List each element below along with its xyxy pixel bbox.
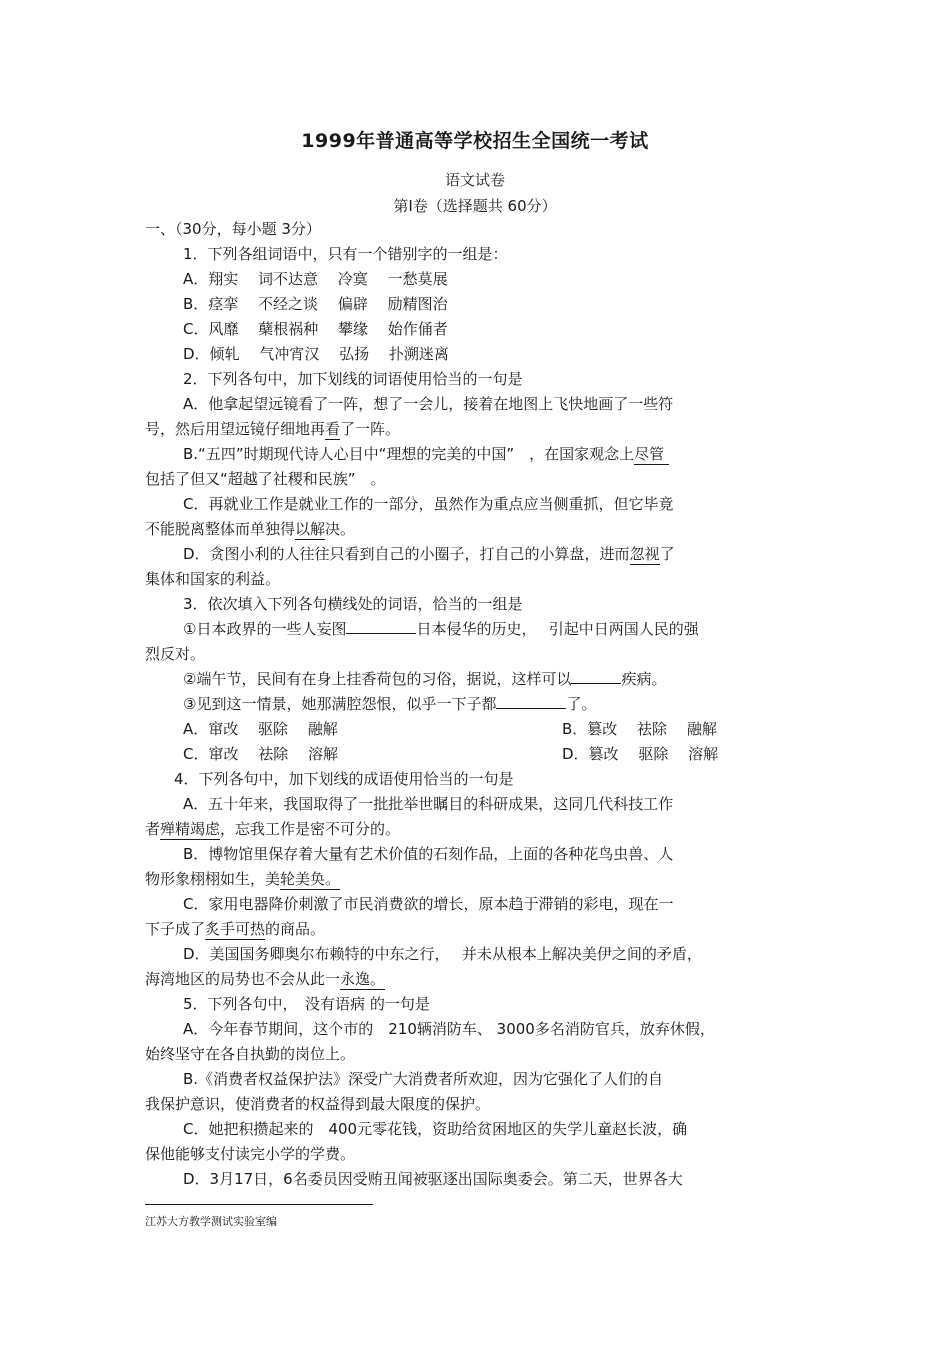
text-segment: ①日本政界的一些人妄图 [183,620,347,638]
underline-extension [664,445,669,465]
q2-option-d-line1 [183,544,675,564]
text-segment: 号，然后用望远镜仔细地再 [145,420,326,438]
fill-blank [496,694,566,709]
q2-stem: 2．下列各句中，加下划线的词语使用恰当的一句是 [183,370,523,388]
q5-option-b-line2: 我保护意识，使消费者的权益得到最大限度的保护。 [145,1095,491,1113]
text-segment: 物形象栩栩如生，美 [145,870,281,888]
underlined-word: 看 [325,420,341,438]
q1-option-a: A．翔实 词不达意 冷寞 一愁莫展 [183,270,448,288]
exam-title: 1999年普通高等学校招生全国统一考试 [301,130,649,152]
q5-option-c-line2: 保他能够支付读完小学的学费。 [145,1145,356,1163]
q4-option-d-line1: D．美国国务卿奥尔布赖特的中东之行， 并未从根本上解决美伊之间的矛盾， [183,945,702,963]
q4-option-c-line1: C．家用电器降价刺激了市民消费欲的增长，原本趋于滞销的彩电，现在一 [183,895,674,913]
q3-option-b: B．篡改 祛除 融解 [562,720,717,738]
q5-option-c-line1: C．她把积攒起来的 400元零花钱，资助给贫困地区的失学儿童赵长波，确 [183,1120,688,1138]
q5-option-b-line1: B.《消费者权益保护法》深受广大消费者所欢迎，因为它强化了人们的自 [183,1070,664,1088]
q3-sentence-1-cont: 烈反对。 [145,645,206,663]
q2-option-b-line2: 包括了但又“超越了社稷和民族” 。 [145,470,386,488]
q4-option-b-line2 [145,869,340,889]
underlined-word: 以解 [295,520,326,538]
q3-sentence-1 [183,619,699,639]
q2-option-b-line1 [183,444,669,464]
section-heading: 一、（30分，每小题 3分） [145,220,321,238]
underlined-word: 忽视 [629,545,660,563]
exam-subtitle: 语文试卷 [444,171,505,189]
q3-sentence-3 [183,694,596,714]
q3-sentence-2 [183,669,666,689]
underlined-word: 尽管 [634,445,665,463]
text-segment: 海湾地区的局势也不会从此一 [145,970,341,988]
q2-option-a-line2 [145,419,400,439]
q2-option-c-line1: C．再就业工作是就业工作的一部分，虽然作为重点应当侧重抓，但它毕竟 [183,495,674,513]
q3-option-d: D．篡改 驱除 溶解 [562,745,719,763]
q5-option-a-line1: A．今年春节期间，这个市的 210辆消防车、 3000多名消防官兵，放弃休假， [183,1020,715,1038]
text-segment: 下子成了 [145,920,206,938]
footer-note: 江苏大方教学测试实验室编 [145,1215,277,1228]
footer-divider [145,1204,373,1205]
q4-option-c-line2 [145,919,325,939]
q1-option-c: C．风靡 蘖根祸种 攀缘 始作俑者 [183,320,448,338]
q2-option-d-line2: 集体和国家的利益。 [145,570,281,588]
q5-option-d-line1: D．3月17日，6名委员因受贿丑闻被驱逐出国际奥委会。第二天，世界各大 [183,1170,683,1188]
text-segment: ②端午节，民间有在身上挂香荷包的习俗，据说，这样可以 [183,670,572,688]
q2-option-a-line1: A．他拿起望远镜看了一阵，想了一会儿，接着在地图上飞快地画了一些符 [183,395,674,413]
text-segment: ③见到这一情景，她那满腔怨恨，似乎一下子都 [183,695,497,713]
underlined-idiom: 轮美奂。 [280,870,341,888]
text-segment: D．贪图小利的人往往只看到自己的小圈子，打自己的小算盘，进而 [183,545,630,563]
q3-option-a: A．窜改 驱除 融解 [183,720,338,738]
text-segment: 决。 [325,520,356,538]
underlined-idiom: 殚精竭虑 [160,820,221,838]
text-segment: 不能脱离整体而单独得 [145,520,296,538]
q1-option-d: D．倾轧 气冲宵汉 弘扬 扑溯迷离 [183,345,449,363]
text-segment: B.“五四”时期现代诗人心目中“理想的完美的中国” ，在国家观念上 [183,445,635,463]
q4-option-a-line1: A．五十年来，我国取得了一批批举世瞩目的科研成果，这同几代科技工作 [183,795,674,813]
text-segment: 了。 [566,695,597,713]
text-segment: ，忘我工作是密不可分的。 [220,820,401,838]
q2-option-c-line2 [145,519,355,539]
text-segment: 了一阵。 [340,420,401,438]
underlined-idiom: 炙手可热 [205,920,266,938]
text-segment: 者 [145,820,161,838]
paper-heading: 第Ⅰ卷（选择题共 60分） [393,197,557,215]
q4-option-b-line1: B．博物馆里保存着大量有艺术价值的石刻作品，上面的各种花鸟虫兽、人 [183,845,674,863]
q4-stem: 4．下列各句中，加下划线的成语使用恰当的一句是 [174,770,514,788]
text-segment: 了 [659,545,675,563]
q5-stem: 5．下列各句中， 没有语病 的一句是 [183,995,430,1013]
q4-option-a-line2 [145,819,400,839]
text-segment: 疾病。 [621,670,667,688]
underlined-idiom: 永逸。 [340,970,386,988]
q3-option-c: C．窜改 祛除 溶解 [183,745,339,763]
q3-stem: 3．依次填入下列各句横线处的词语，恰当的一组是 [183,595,523,613]
text-segment: 日本侵华的历史， 引起中日两国人民的强 [416,620,699,638]
text-segment: 的商品。 [265,920,326,938]
q5-option-a-line2: 始终坚守在各自执勤的岗位上。 [145,1045,356,1063]
fill-blank [346,619,416,634]
q1-option-b: B．痉挛 不经之谈 偏辟 励精图治 [183,295,448,313]
q4-option-d-line2 [145,969,385,989]
fill-blank [571,669,621,684]
q1-stem: 1．下列各组词语中，只有一个错别字的一组是： [183,245,508,263]
